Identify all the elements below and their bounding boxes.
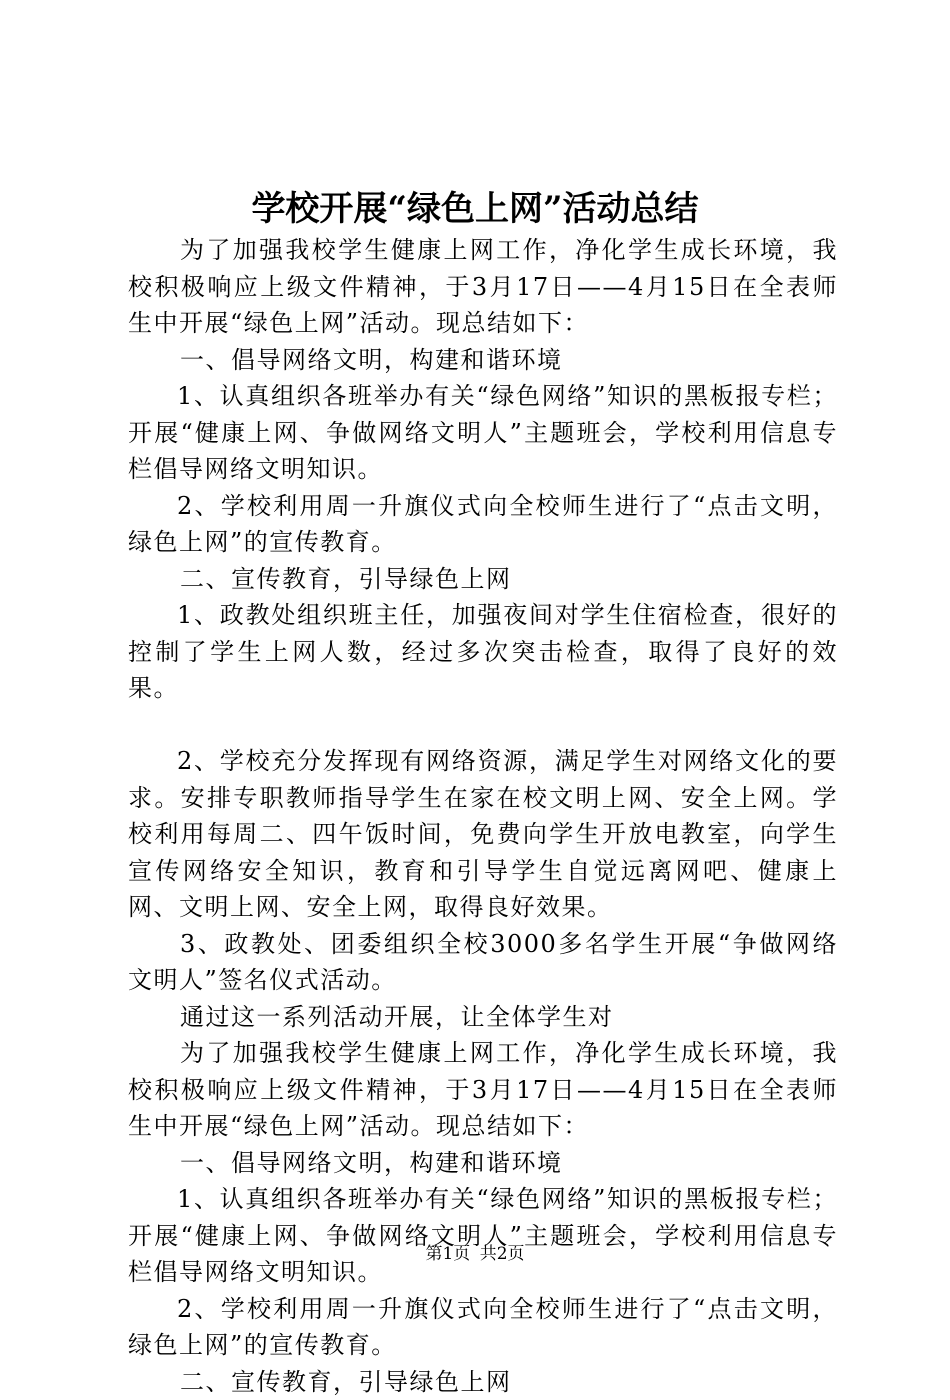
paragraph-2-2: 2、学校充分发挥现有网络资源，满足学生对网络文化的要求。安排专职教师指导学生在家在校文明上网、安全上网。学校利用每周二、四午饭时间，免费向学生开放电教室，向学生宣传网络安全知识，教育和引导学生自觉远离网吧、健康上网、文明上网、安全上网，取得良好效果。 [128,743,838,926]
document-title: 学校开展“绿色上网”活动总结 [0,184,950,234]
paragraph-1-2-repeat: 2、学校利用周一升旗仪式向全校师生进行了“点击文明，绿色上网”的宣传教育。 [128,1291,838,1364]
paragraph-intro: 为了加强我校学生健康上网工作，净化学生成长环境，我校积极响应上级文件精神，于3月17日——4月15日在全表师生中开展“绿色上网”活动。现总结如下： [128,232,838,342]
section-heading-2-repeat: 二、宣传教育，引导绿色上网 [128,1364,838,1400]
blank-line [128,707,838,744]
section-heading-1: 一、倡导网络文明，构建和谐环境 [128,342,838,379]
paragraph-intro-repeat: 为了加强我校学生健康上网工作，净化学生成长环境，我校积极响应上级文件精神，于3月17日——4月15日在全表师生中开展“绿色上网”活动。现总结如下： [128,1035,838,1145]
paragraph-1-2: 2、学校利用周一升旗仪式向全校师生进行了“点击文明，绿色上网”的宣传教育。 [128,488,838,561]
paragraph-1-1-repeat: 1、认真组织各班举办有关“绿色网络”知识的黑板报专栏；开展“健康上网、争做网络文明人”主题班会，学校利用信息专栏倡导网络文明知识。 [128,1181,838,1291]
section-heading-2: 二、宣传教育，引导绿色上网 [128,561,838,598]
section-heading-1-repeat: 一、倡导网络文明，构建和谐环境 [128,1145,838,1182]
document-body [128,232,838,1400]
page-number: 第1页 [425,1244,470,1264]
paragraph-2-1: 1、政教处组织班主任，加强夜间对学生住宿检查，很好的控制了学生上网人数，经过多次突击检查，取得了良好的效果。 [128,597,838,707]
page-footer [0,1242,950,1266]
paragraph-1-1: 1、认真组织各班举办有关“绿色网络”知识的黑板报专栏；开展“健康上网、争做网络文明人”主题班会，学校利用信息专栏倡导网络文明知识。 [128,378,838,488]
paragraph-2-3: 3、政教处、团委组织全校3000多名学生开展“争做网络文明人”签名仪式活动。 [128,926,838,999]
paragraph-summary: 通过这一系列活动开展，让全体学生对 [128,999,838,1036]
page-total: 共2页 [480,1244,525,1264]
